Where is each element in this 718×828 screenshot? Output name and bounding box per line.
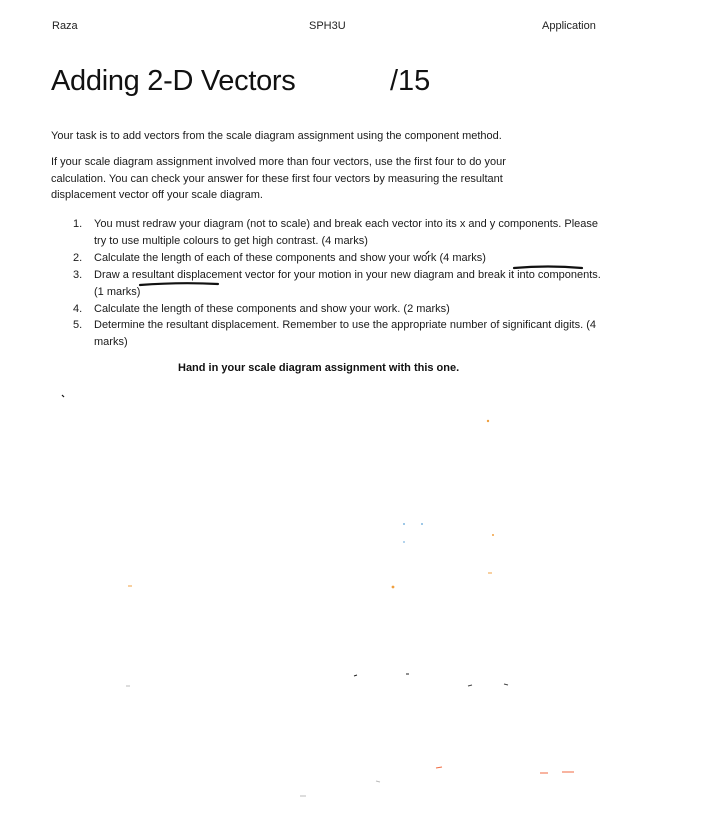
scan-speck [403, 523, 405, 525]
step-text: Calculate the length of these components and show your work. (2 marks) [94, 302, 450, 315]
step-number: 2. [73, 251, 83, 264]
list-item [51, 216, 611, 250]
scan-speck [468, 685, 472, 686]
step-text: You must redraw your diagram (not to scale) and break each vector into its x and y components. Please try to use multiple colours to get high contrast. (4 marks) [94, 218, 599, 247]
page-title: Adding 2-D Vectors [51, 65, 296, 97]
header-course-code: SPH3U [309, 20, 346, 32]
score-total: /15 [390, 65, 431, 97]
scan-speck [354, 675, 357, 676]
instructions-paragraph: If your scale diagram assignment involved more than four vectors, use the first four to do your calculation. You can check your answer for these first four vectors by measuring the resultant displacement vector off your scale diagram. [51, 156, 506, 201]
scan-speck [392, 586, 395, 589]
scan-speck [436, 767, 442, 768]
pen-stroke [62, 395, 64, 397]
scan-speck [504, 684, 508, 685]
step-number: 3. [73, 268, 83, 281]
header-student-name: Raza [52, 20, 78, 32]
scan-speck [492, 534, 494, 536]
scan-speck [487, 420, 489, 422]
step-text: Draw a resultant displacement vector for your motion in your new diagram and break it into components. (1 marks) [94, 268, 601, 298]
step-number: 5. [73, 319, 83, 332]
scan-speck [403, 541, 405, 543]
step-number: 4. [73, 302, 83, 315]
steps-list [51, 216, 611, 351]
scan-speck [376, 781, 380, 782]
hand-in-note: Hand in your scale diagram assignment with this one. [178, 362, 460, 374]
list-item [51, 301, 611, 318]
step-text: Calculate the length of each of these components and show your work (4 marks) [94, 251, 486, 264]
scan-speck [421, 523, 423, 525]
list-item [51, 267, 611, 301]
list-item [51, 250, 611, 267]
step-text: Determine the resultant displacement. Remember to use the appropriate number of significant digits. (4 marks) [94, 319, 596, 349]
list-item [51, 317, 611, 351]
header-category: Application [542, 20, 596, 32]
step-number: 1. [73, 218, 83, 230]
intro-paragraph: Your task is to add vectors from the scale diagram assignment using the component method. [51, 130, 502, 142]
